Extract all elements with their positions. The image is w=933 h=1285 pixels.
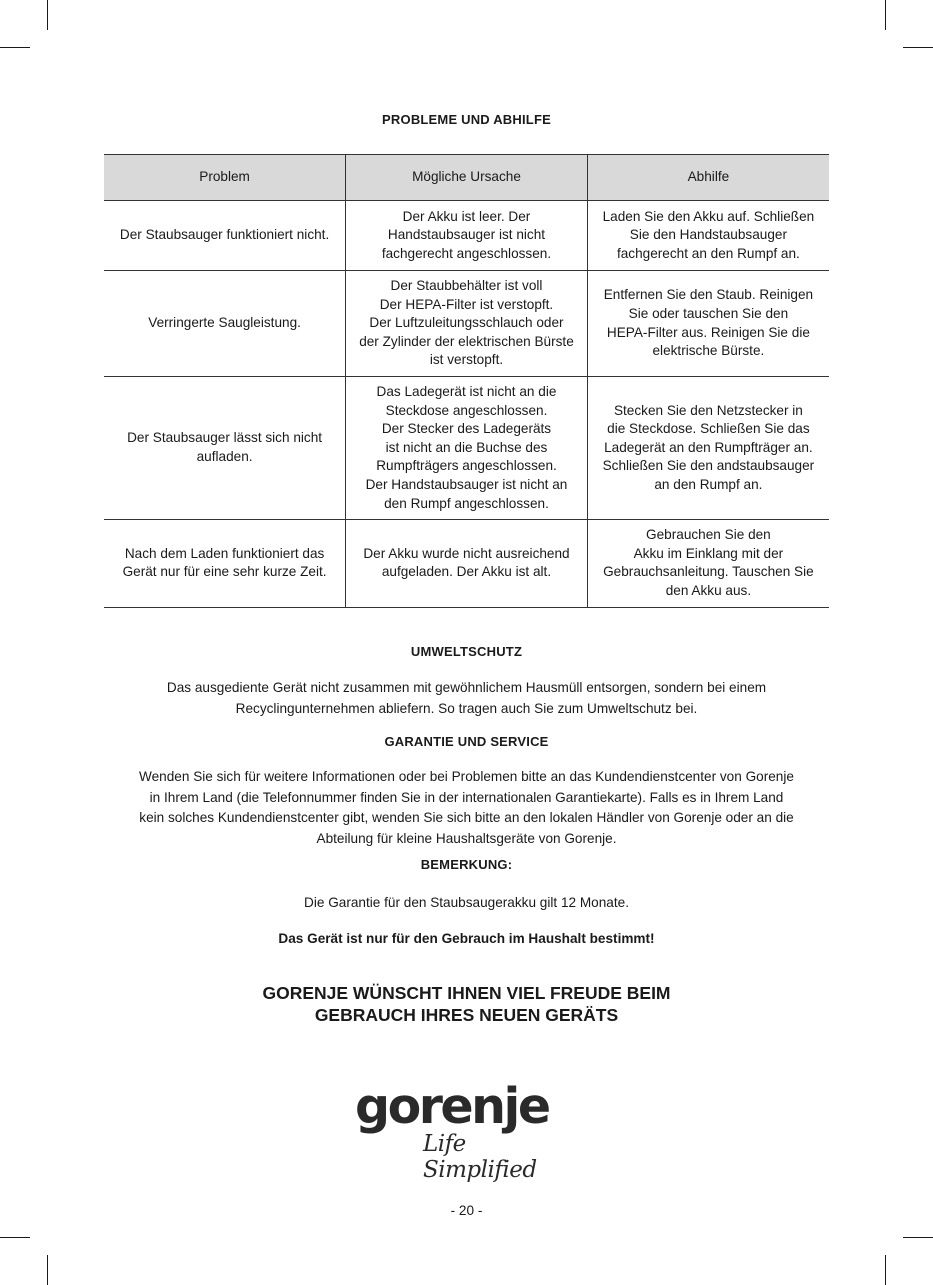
- problem-cell: [104, 377, 346, 520]
- remedy-line: Entfernen Sie den Staub. Reinigen: [603, 287, 814, 303]
- remedy-line: elektrische Bürste.: [652, 343, 765, 359]
- problem-line: Nach dem Laden funktioniert das: [124, 545, 325, 561]
- problem-line: aufladen.: [196, 449, 253, 465]
- cause-line: Der Handstaubsauger ist nicht an: [365, 476, 568, 492]
- cause-line: fachgerecht angeschlossen.: [381, 245, 552, 261]
- remedy-cell: [587, 271, 829, 377]
- cause-line: ist verstopft.: [429, 352, 504, 368]
- problem-text: Der Staubsauger funktioniert nicht.: [119, 227, 330, 243]
- remedy-line: Sie den Handstaubsauger: [629, 227, 787, 243]
- warranty-title: GARANTIE UND SERVICE: [384, 734, 549, 749]
- crop-mark: [885, 0, 886, 30]
- warranty-period-text: Die Garantie für den Staubsaugerakku gilt 12 Monate.: [304, 895, 629, 910]
- remedy-line: Gebrauchen Sie den: [646, 527, 771, 543]
- environment-text: [100, 678, 833, 719]
- remedy-line: an den Rumpf an.: [654, 476, 763, 492]
- closing-line: GORENJE WÜNSCHT IHNEN VIEL FREUDE BEIM: [262, 983, 671, 1003]
- crop-mark: [903, 1237, 933, 1238]
- crop-mark: [47, 1255, 48, 1285]
- cause-line: Der Luftzuleitungsschlauch oder: [369, 315, 564, 331]
- gorenje-logo: [355, 1076, 585, 1183]
- remedy-cell: [587, 520, 829, 607]
- household-use-notice: Das Gerät ist nur für den Gebrauch im Haushalt bestimmt!: [278, 931, 655, 946]
- table-header-row: [104, 155, 829, 201]
- troubleshooting-table: [104, 154, 829, 608]
- warranty-line: Abteilung für kleine Haushaltsgeräte von Gorenje.: [316, 830, 617, 846]
- warranty-text: [100, 767, 833, 849]
- cause-line: aufgeladen. Der Akku ist alt.: [381, 564, 552, 580]
- environment-title: UMWELTSCHUTZ: [410, 644, 523, 659]
- column-header-problem: Problem: [104, 155, 346, 201]
- crop-mark: [0, 1237, 30, 1238]
- problem-line: Der Staubsauger lässt sich nicht: [127, 430, 323, 446]
- remedy-line: HEPA-Filter aus. Reinigen Sie die: [606, 324, 810, 340]
- remedy-cell: [587, 377, 829, 520]
- cause-line: Der Akku wurde nicht ausreichend: [363, 545, 570, 561]
- table-row: [104, 201, 829, 271]
- table-row: [104, 271, 829, 377]
- cause-line: den Rumpf angeschlossen.: [384, 495, 549, 511]
- closing-message: [0, 982, 933, 1026]
- remedy-line: den Akku aus.: [665, 582, 752, 598]
- cause-cell: [346, 520, 588, 607]
- cause-line: ist nicht an die Buchse des: [385, 439, 548, 455]
- crop-mark: [885, 1255, 886, 1285]
- remedy-line: Sie oder tauschen Sie den: [628, 305, 789, 321]
- logo-wordmark: gorenje: [355, 1078, 549, 1135]
- troubleshooting-title: PROBLEME UND ABHILFE: [382, 112, 551, 127]
- cause-line: Der Stecker des Ladegeräts: [381, 421, 552, 437]
- cause-line: Handstaubsauger ist nicht: [387, 227, 546, 243]
- crop-mark: [903, 47, 933, 48]
- cause-line: der Zylinder der elektrischen Bürste: [359, 333, 574, 349]
- logo-slogan: Life Simplified: [423, 1131, 537, 1183]
- column-header-cause: Mögliche Ursache: [346, 155, 588, 201]
- cause-line: Steckdose angeschlossen.: [385, 402, 548, 418]
- cause-line: Das Ladegerät ist nicht an die: [376, 384, 557, 399]
- remedy-line: Laden Sie den Akku auf. Schließen: [602, 208, 815, 224]
- remedy-line: die Steckdose. Schließen Sie das: [607, 421, 810, 437]
- remedy-cell: [587, 201, 829, 271]
- remedy-line: fachgerecht an den Rumpf an.: [616, 245, 800, 261]
- problem-text: Verringerte Saugleistung.: [148, 315, 301, 331]
- table-row: [104, 520, 829, 607]
- closing-line: GEBRAUCH IHRES NEUEN GERÄTS: [314, 1005, 619, 1025]
- remedy-line: Gebrauchsanleitung. Tauschen Sie: [603, 564, 814, 580]
- column-header-remedy: Abhilfe: [587, 155, 829, 201]
- remedy-line: Stecken Sie den Netzstecker in: [613, 402, 803, 418]
- cause-line: Der HEPA-Filter ist verstopft.: [379, 296, 554, 312]
- cause-cell: [346, 271, 588, 377]
- remedy-line: Ladegerät an den Rumpfträger an.: [604, 439, 813, 455]
- problem-line: Gerät nur für eine sehr kurze Zeit.: [122, 564, 327, 580]
- environment-line: Recyclingunternehmen abliefern. So tragen auch Sie zum Umweltschutz bei.: [235, 700, 698, 716]
- cause-line: Rumpfträgers angeschlossen.: [376, 458, 557, 474]
- warranty-line: in Ihrem Land (die Telefonnummer finden Sie in der internationalen Garantiekarte). Falls es in Ihrem Land: [149, 789, 784, 805]
- warranty-line: kein solches Kundendienstcenter gibt, wenden Sie sich bitte an den lokalen Händler von Gorenje oder an die: [139, 810, 794, 825]
- cause-cell: [346, 377, 588, 520]
- crop-mark: [0, 47, 30, 48]
- problem-cell: [104, 271, 346, 377]
- table-row: [104, 377, 829, 520]
- remedy-line: Akku im Einklang mit der: [633, 545, 784, 561]
- problem-cell: [104, 201, 346, 271]
- crop-mark: [47, 0, 48, 30]
- page-number: - 20 -: [450, 1203, 483, 1218]
- cause-line: Der Akku ist leer. Der: [402, 208, 531, 224]
- warranty-line: Wenden Sie sich für weitere Informationen oder bei Problemen bitte an das Kundendienstcenter von Gorenje: [139, 769, 794, 784]
- problem-cell: [104, 520, 346, 607]
- environment-line: Das ausgediente Gerät nicht zusammen mit gewöhnlichem Hausmüll entsorgen, sondern bei einem: [166, 680, 767, 695]
- cause-line: Der Staubbehälter ist voll: [390, 278, 543, 294]
- cause-cell: [346, 201, 588, 271]
- note-title: BEMERKUNG:: [420, 857, 513, 872]
- remedy-line: Schließen Sie den andstaubsauger: [602, 458, 815, 474]
